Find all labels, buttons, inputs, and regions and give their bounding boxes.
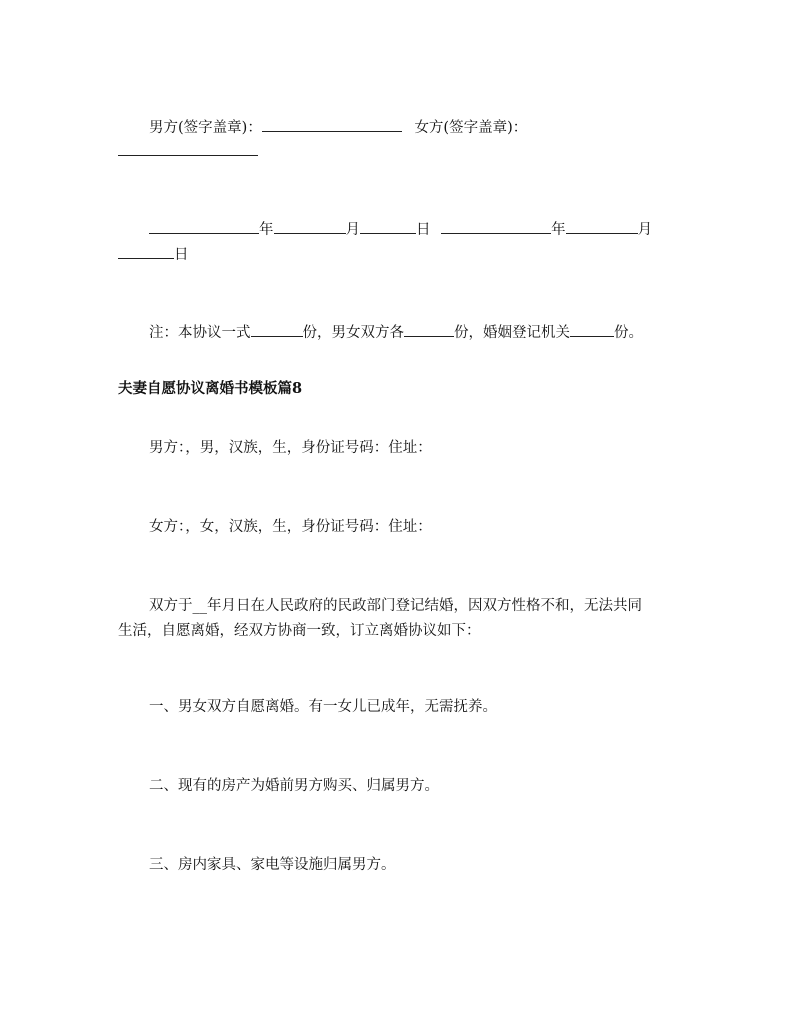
clause-item: 三、房内家具、家电等设施归属男方。 [149,857,396,873]
clause-item: 一、男女双方自愿离婚。有一女儿已成年，无需抚养。 [149,699,497,715]
male-signature-label: 男方(签字盖章)： [149,120,262,136]
intro-text: 双方于 [149,598,193,614]
note-text: 份，婚姻登记机关 [454,325,570,341]
date-continuation [118,243,688,266]
date-blank [360,218,416,234]
month-label: 月 [637,222,653,238]
clause-item: 二、现有的房产为婚前男方购买、归属男方。 [149,778,439,794]
year-label: 年 [551,222,566,238]
note-text: 份，男女双方各 [302,325,404,341]
copies-blank [570,321,614,337]
female-party-info: 女方：，女，汉族，生，身份证号码：住址： [149,519,432,535]
copies-blank [251,321,303,337]
signature-continuation [118,140,688,163]
intro-blank: __ [192,598,207,614]
date-blank [441,218,551,234]
date-blank [118,243,174,259]
note-line [118,321,719,344]
section-title: 夫妻自愿协议离婚书模板篇8 [118,380,303,397]
date-blank [566,218,638,234]
note-text: 注：本协议一式 [149,325,251,341]
day-label: 日 [416,222,431,238]
female-signature-blank [118,140,258,156]
intro-line-2: 生活，自愿离婚，经双方协商一致，订立离婚协议如下： [118,623,481,639]
date-blank [274,218,346,234]
intro-text: 年月日在人民政府的民政部门登记结婚，因双方性格不和，无法共同 [207,598,642,614]
male-party-info: 男方：，男，汉族，生，身份证号码：住址： [149,440,432,456]
copies-blank [404,321,454,337]
male-signature-blank [262,116,402,132]
intro-line-1 [118,595,719,617]
date-line [118,218,719,241]
date-blank [149,218,259,234]
signature-line [118,116,719,139]
day-label: 日 [174,247,189,263]
female-signature-label: 女方(签字盖章)： [414,120,528,136]
month-label: 月 [345,222,360,238]
note-text: 份。 [614,325,643,341]
year-label: 年 [259,222,274,238]
